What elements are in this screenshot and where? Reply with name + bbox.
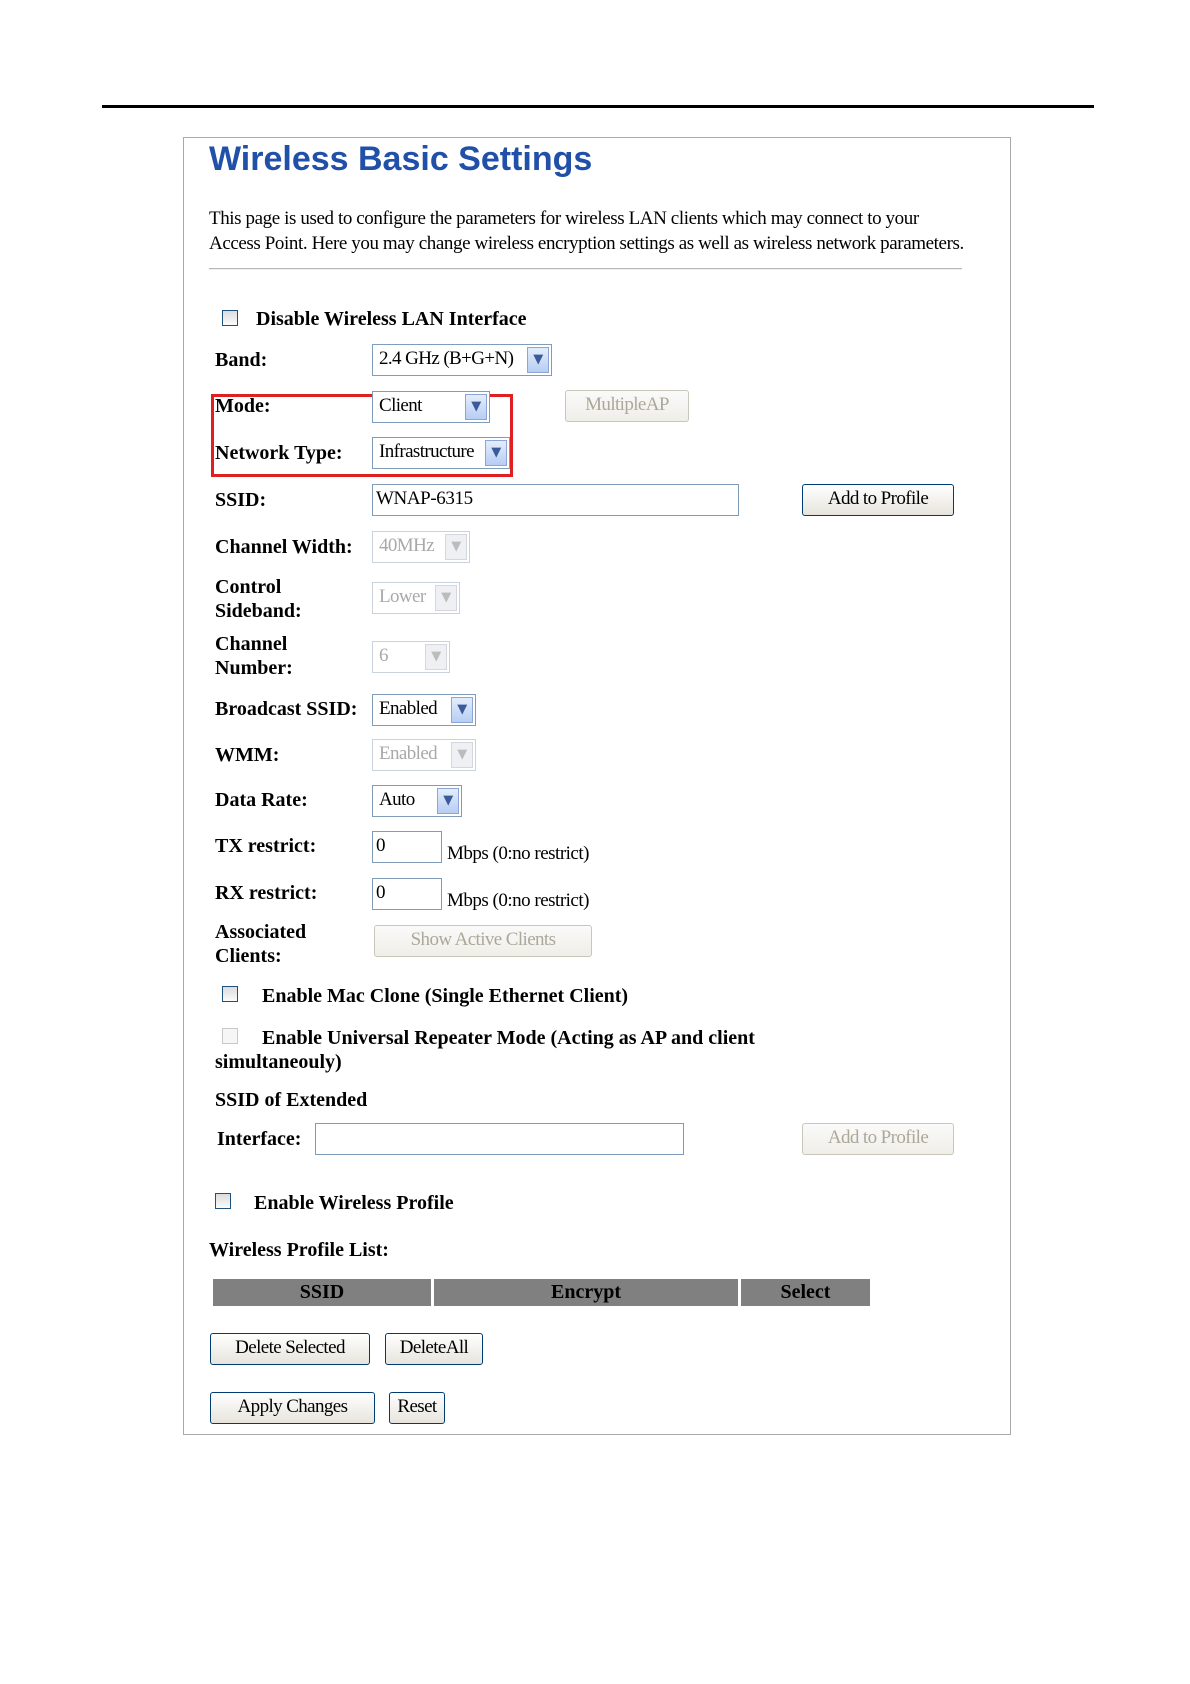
chevron-down-icon: ▼ — [445, 534, 467, 560]
table-header-select: Select — [741, 1279, 870, 1306]
page-description: This page is used to configure the parameters for wireless LAN clients which may connect to your Access Point. Here you may change wireless encryption settings as well as wireless network parameters. — [209, 208, 964, 254]
chevron-down-icon: ▼ — [527, 347, 549, 373]
control-sideband-label: Control Sideband: — [215, 576, 302, 622]
add-to-profile-button-2[interactable]: Add to Profile — [802, 1123, 954, 1155]
channel-width-select-value: 40MHz — [379, 535, 435, 556]
ssid-label: SSID: — [215, 489, 267, 511]
add-to-profile-button[interactable]: Add to Profile — [802, 484, 954, 516]
broadcast-ssid-select[interactable] — [372, 694, 476, 726]
chevron-down-icon: ▼ — [451, 742, 473, 768]
ssid-extended-label-line1: SSID of Extended — [215, 1089, 368, 1111]
control-sideband-select[interactable] — [372, 582, 460, 614]
mode-select-value: Client — [379, 395, 422, 416]
data-rate-select[interactable] — [372, 785, 462, 817]
divider — [209, 268, 962, 270]
multiple-ap-button[interactable]: MultipleAP — [565, 390, 689, 422]
data-rate-select-value: Auto — [379, 789, 415, 810]
ssid-extended-input[interactable] — [315, 1123, 684, 1155]
network-type-label: Network Type: — [215, 442, 343, 464]
data-rate-label: Data Rate: — [215, 789, 308, 811]
enable-wireless-profile-checkbox[interactable] — [215, 1193, 231, 1209]
network-type-select-value: Infrastructure — [379, 441, 474, 462]
rx-restrict-label: RX restrict: — [215, 882, 318, 904]
channel-number-select[interactable] — [372, 641, 450, 673]
chevron-down-icon: ▼ — [485, 440, 507, 466]
network-type-select[interactable] — [372, 437, 510, 469]
chevron-down-icon: ▼ — [451, 697, 473, 723]
control-sideband-select-value: Lower — [379, 586, 426, 607]
table-header-encrypt: Encrypt — [434, 1279, 738, 1306]
mac-clone-checkbox[interactable] — [222, 986, 238, 1002]
delete-all-button[interactable]: DeleteAll — [385, 1333, 483, 1365]
band-label: Band: — [215, 349, 268, 371]
channel-number-select-value: 6 — [379, 645, 388, 666]
apply-changes-button[interactable]: Apply Changes — [210, 1392, 375, 1424]
reset-button[interactable]: Reset — [389, 1392, 445, 1424]
page-title: Wireless Basic Settings — [209, 140, 593, 178]
table-header-ssid: SSID — [213, 1279, 431, 1306]
universal-repeater-label: Enable Universal Repeater Mode (Acting as AP and client simultaneouly) — [215, 1027, 755, 1073]
wireless-basic-settings-panel — [183, 137, 1011, 1435]
band-select[interactable] — [372, 344, 552, 376]
mode-label: Mode: — [215, 395, 271, 417]
ssid-extended-label-line2: Interface: — [217, 1128, 302, 1150]
wmm-select-value: Enabled — [379, 743, 438, 764]
associated-clients-label: Associated Clients: — [215, 921, 307, 967]
disable-wlan-checkbox[interactable] — [222, 310, 238, 326]
delete-selected-button[interactable]: Delete Selected — [210, 1333, 370, 1365]
tx-restrict-unit: Mbps (0:no restrict) — [447, 843, 589, 864]
wmm-select[interactable] — [372, 739, 476, 771]
rx-restrict-input[interactable]: 0 — [372, 878, 442, 910]
wireless-profile-list-label: Wireless Profile List: — [209, 1239, 389, 1261]
ssid-input[interactable]: WNAP-6315 — [372, 484, 739, 516]
chevron-down-icon: ▼ — [465, 394, 487, 420]
tx-restrict-input[interactable]: 0 — [372, 831, 442, 863]
band-select-value: 2.4 GHz (B+G+N) — [379, 348, 514, 369]
mac-clone-label: Enable Mac Clone (Single Ethernet Client) — [262, 985, 629, 1007]
channel-width-label: Channel Width: — [215, 536, 353, 558]
enable-wireless-profile-label: Enable Wireless Profile — [254, 1192, 454, 1214]
wmm-label: WMM: — [215, 744, 280, 766]
channel-width-select[interactable] — [372, 531, 470, 563]
mode-select[interactable] — [372, 391, 490, 423]
chevron-down-icon: ▼ — [437, 788, 459, 814]
chevron-down-icon: ▼ — [435, 585, 457, 611]
broadcast-ssid-select-value: Enabled — [379, 698, 438, 719]
disable-wlan-label: Disable Wireless LAN Interface — [256, 308, 527, 330]
channel-number-label: Channel Number: — [215, 633, 293, 679]
chevron-down-icon: ▼ — [425, 644, 447, 670]
show-active-clients-button[interactable]: Show Active Clients — [374, 925, 592, 957]
tx-restrict-label: TX restrict: — [215, 835, 317, 857]
broadcast-ssid-label: Broadcast SSID: — [215, 698, 358, 720]
rx-restrict-unit: Mbps (0:no restrict) — [447, 890, 589, 911]
page-top-rule — [102, 105, 1094, 108]
